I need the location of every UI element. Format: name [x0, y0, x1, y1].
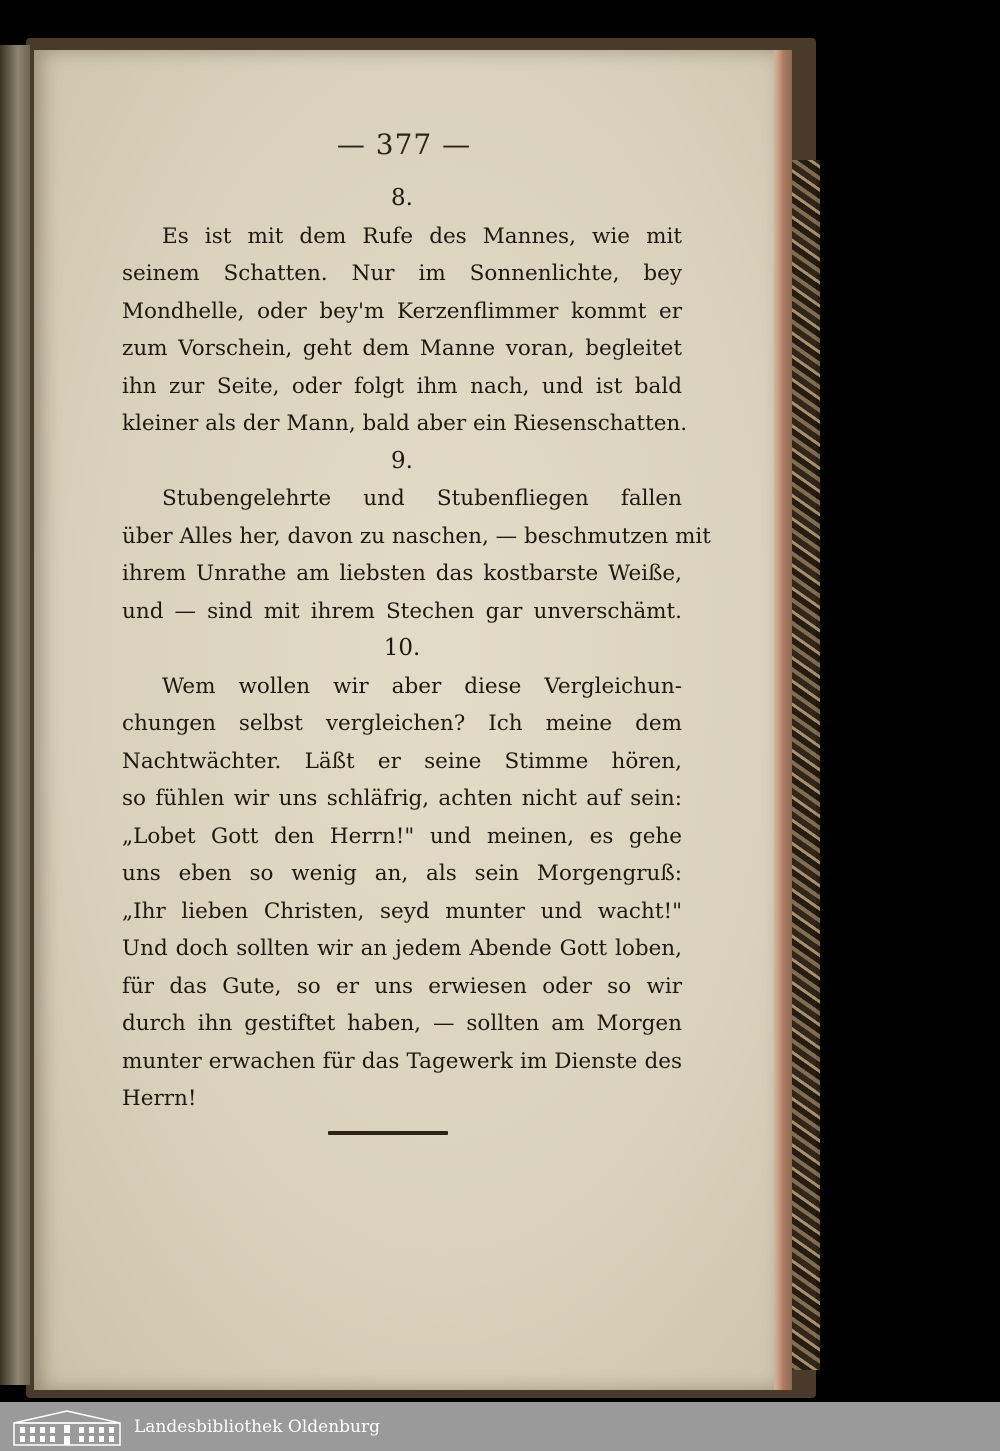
library-name: Landesbibliothek Oldenburg — [134, 1416, 381, 1437]
text-line: chungen selbst vergleichen? Ich meine dem — [122, 711, 682, 736]
left-page-edge — [0, 45, 30, 1385]
text-line: seinem Schatten. Nur im Sonnenlichte, bey — [122, 261, 682, 286]
text-line: Wem wollen wir aber diese Vergleichun- — [162, 673, 682, 699]
text-line: Stubengelehrte und Stubenfliegen fallen — [162, 486, 682, 511]
book-page — [34, 50, 774, 1390]
section-number: 8. — [391, 185, 413, 211]
text-line: „Lobet Gott den Herrn!" und meinen, es gehe — [122, 823, 682, 849]
text-line: Nachtwächter. Läßt er seine Stimme hören, — [122, 748, 682, 774]
text-line: Mondhelle, oder bey'm Kerzenflimmer kommt er — [122, 298, 682, 324]
text-block — [122, 180, 711, 1118]
text-line: uns eben so wenig an, als sein Morgengruß: — [122, 861, 682, 886]
text-line: kleiner als der Mann, bald aber ein Riesenschatten. — [122, 411, 688, 436]
page-number: — 377 — — [336, 128, 472, 161]
text-line: munter erwachen für das Tagewerk im Dienste des — [122, 1048, 682, 1074]
text-line: zum Vorschein, geht dem Manne voran, begleitet — [122, 336, 682, 361]
text-line: Und doch sollten wir an jedem Abende Gott loben, — [122, 936, 682, 961]
text-line: Herrn! — [122, 1086, 197, 1111]
text-line: ihn zur Seite, oder folgt ihm nach, und ist bald — [122, 373, 682, 399]
closing-rule — [328, 1131, 448, 1135]
section-number: 10. — [383, 635, 421, 661]
section-number: 9. — [391, 447, 413, 474]
text-line: ihrem Unrathe am liebsten das kostbarste Weiße, — [122, 561, 682, 586]
footer-bar — [0, 1402, 1000, 1451]
text-line: „Ihr lieben Christen, seyd munter und wacht!" — [122, 898, 682, 924]
library-building-logo-icon — [10, 1407, 124, 1447]
text-line: so fühlen wir uns schläfrig, achten nicht auf sein: — [122, 786, 682, 811]
text-line: für das Gute, so er uns erwiesen oder so wir — [122, 973, 682, 999]
text-line: über Alles her, davon zu naschen, — beschmutzen mit — [122, 523, 711, 549]
text-line: Es ist mit dem Rufe des Mannes, wie mit — [162, 223, 682, 249]
text-line: und — sind mit ihrem Stechen gar unverschämt. — [122, 598, 682, 624]
text-line: durch ihn gestiftet haben, — sollten am Morgen — [122, 1011, 682, 1036]
